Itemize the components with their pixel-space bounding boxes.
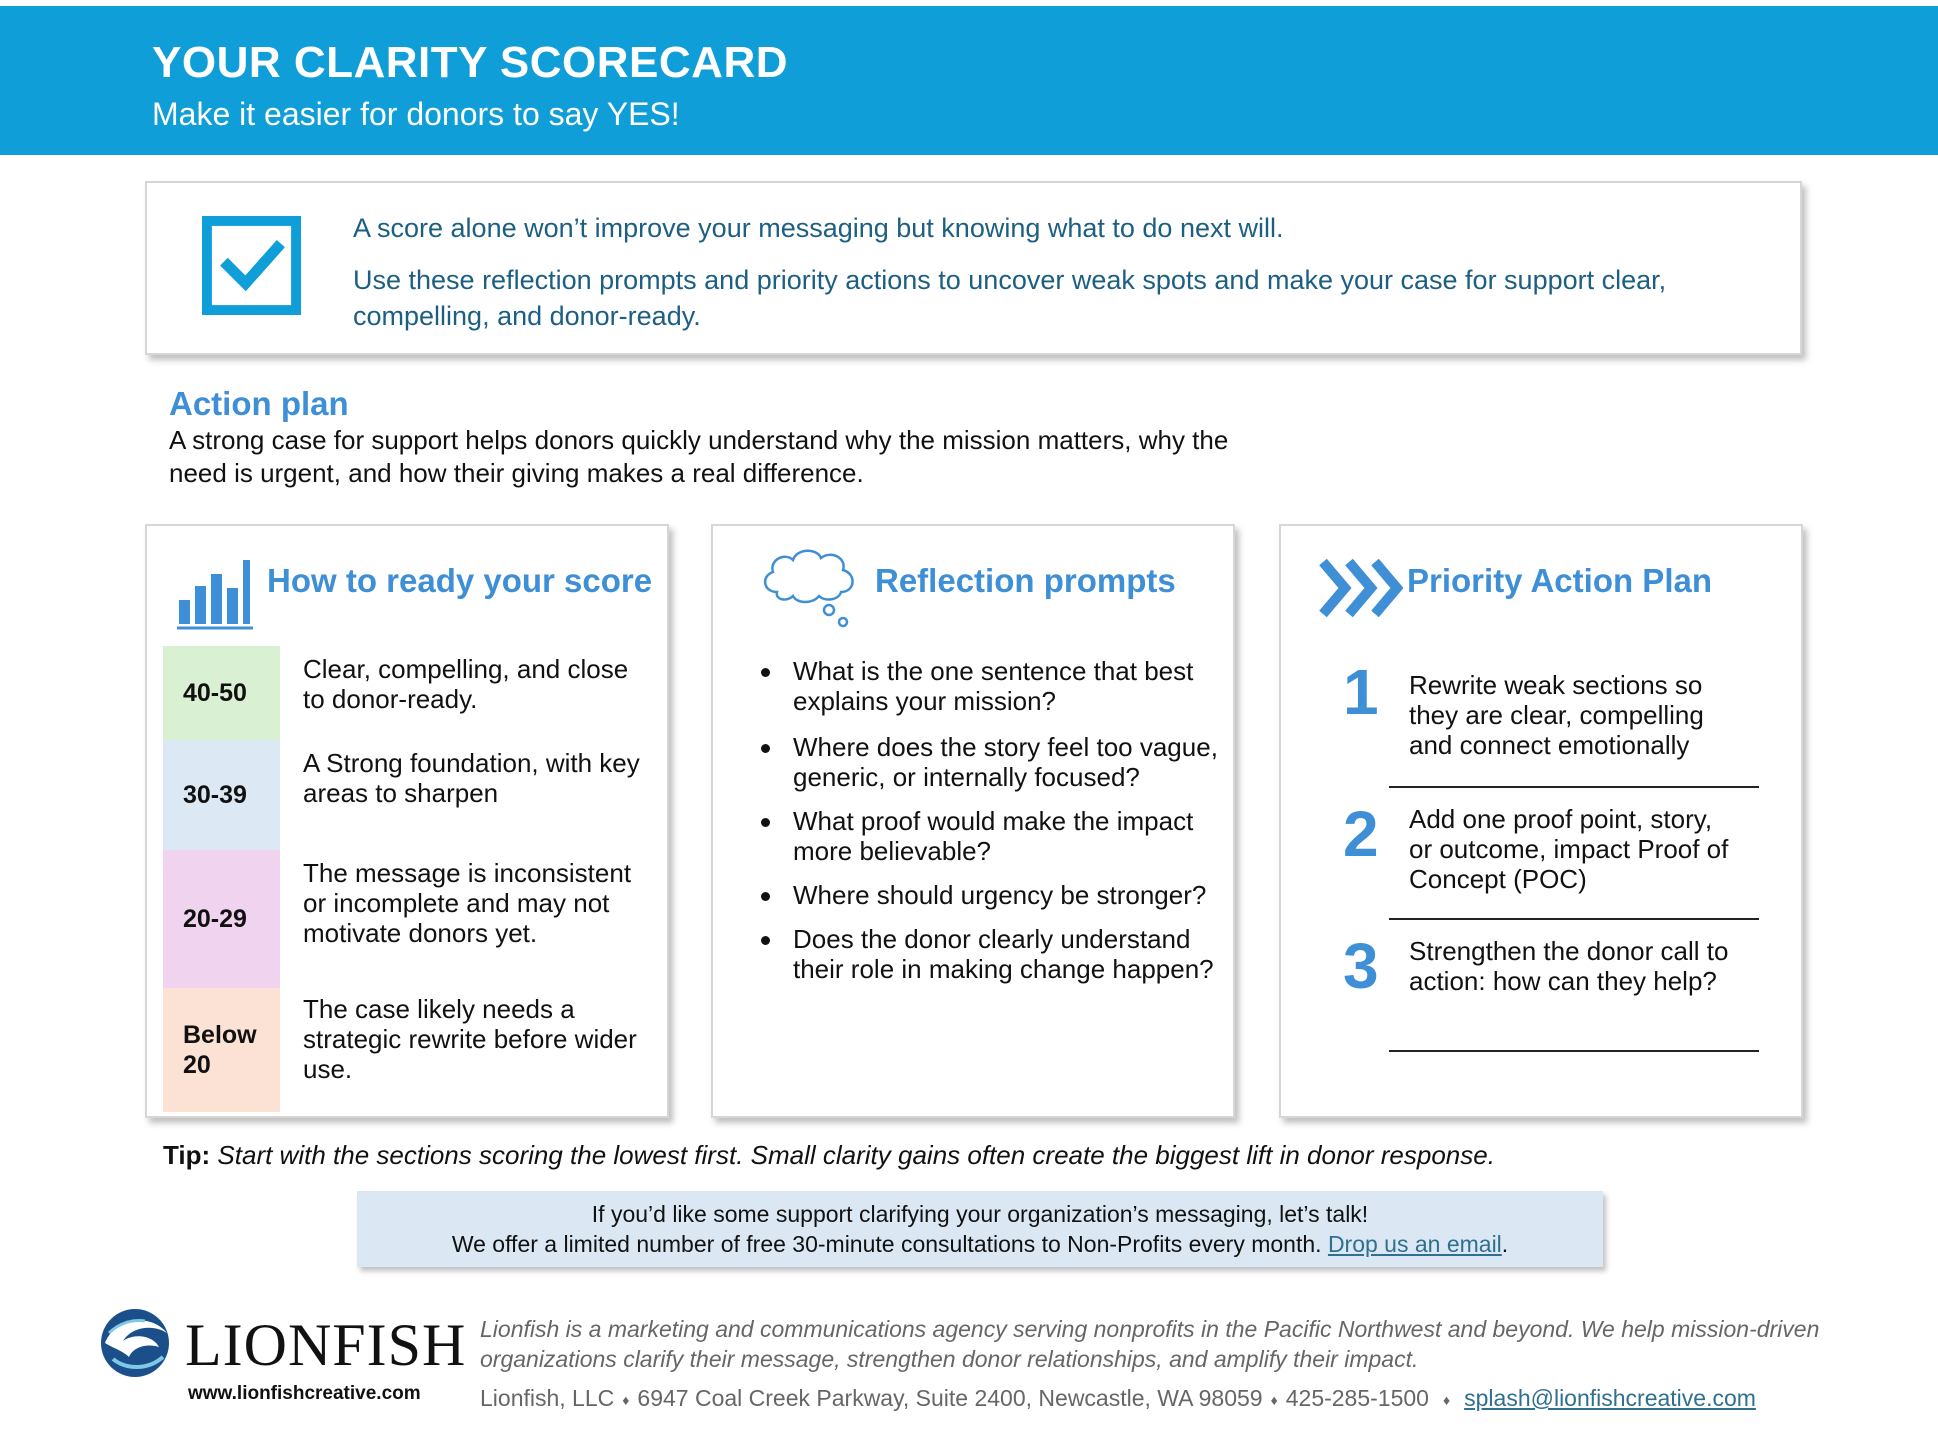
footer-about: Lionfish is a marketing and communications agency serving nonprofits in the Pacific Northwest and beyond. We help mission-driven organizations clarify their message, strengthen donor relationships, and amplify their impact. — [480, 1316, 1820, 1372]
tip-label: Tip: — [163, 1140, 211, 1170]
lionfish-logo — [93, 1303, 467, 1404]
checkbox-icon — [202, 216, 301, 315]
list-item: What is the one sentence that best explains your mission? — [759, 656, 1219, 716]
score-range: 20-29 — [163, 850, 280, 988]
reflection-panel-title: Reflection prompts — [875, 562, 1176, 599]
thought-cloud-icon — [759, 540, 859, 630]
diamond-separator-icon: ♦ — [1442, 1391, 1451, 1408]
footer-phone: 425-285-1500 — [1285, 1385, 1429, 1411]
reflection-list — [759, 656, 1219, 997]
score-row — [163, 740, 653, 850]
tip-body: Start with the sections scoring the lowest first. Small clarity gains often create the biggest lift in donor response. — [217, 1140, 1495, 1170]
score-description: The case likely needs a strategic rewrite before wider use. — [303, 994, 637, 1084]
chevrons-right-icon — [1319, 556, 1403, 620]
score-range: Below 20 — [163, 988, 280, 1112]
tip-text — [163, 1140, 1495, 1171]
logo-url: www.lionfishcreative.com — [188, 1383, 421, 1404]
score-panel — [145, 524, 669, 1118]
email-link[interactable]: Drop us an email — [1327, 1231, 1502, 1257]
logo-wordmark: LIONFISH — [185, 1312, 467, 1378]
score-description: Clear, compelling, and close to donor-ready. — [303, 654, 629, 714]
action-plan-text: A strong case for support helps donors quickly understand why the mission matters, why the need is urgent, and how their giving makes a real difference. — [169, 425, 1229, 488]
score-range: 30-39 — [163, 740, 280, 850]
footer-company: Lionfish, LLC — [480, 1385, 615, 1411]
action-plan-heading: Action plan — [169, 385, 349, 422]
list-item: Does the donor clearly understand their role in making change happen? — [759, 924, 1219, 984]
cta-period: . — [1501, 1231, 1509, 1257]
list-item: Where does the story feel too vague, generic, or internally focused? — [759, 732, 1219, 792]
priority-text: Add one proof point, story, or outcome, impact Proof of Concept (POC) — [1409, 804, 1729, 894]
footer-address: 6947 Coal Creek Parkway, Suite 2400, Newcastle, WA 98059 — [637, 1385, 1263, 1411]
diamond-separator-icon: ♦ — [1270, 1391, 1278, 1408]
score-row — [163, 646, 653, 740]
priority-panel-title: Priority Action Plan — [1407, 562, 1712, 599]
list-item: Where should urgency be stronger? — [759, 880, 1219, 910]
cta-line-1: If you’d like some support clarifying your organization’s messaging, let’s talk! — [591, 1201, 1369, 1227]
priority-text: Strengthen the donor call to action: how can they help? — [1409, 936, 1729, 996]
footer-email-link[interactable]: splash@lionfishcreative.com — [1464, 1385, 1756, 1411]
score-row — [163, 850, 653, 988]
page-title: YOUR CLARITY SCORECARD — [152, 38, 789, 87]
priority-number: 2 — [1343, 798, 1379, 870]
priority-item — [1343, 656, 1759, 788]
list-item: What proof would make the impact more believable? — [759, 806, 1219, 866]
header-banner — [0, 6, 1938, 155]
priority-number: 1 — [1343, 656, 1379, 728]
priority-number: 3 — [1343, 930, 1379, 1002]
intro-card — [145, 181, 1802, 355]
cta-line-2: We offer a limited number of free 30-minute consultations to Non-Profits every month. — [451, 1231, 1322, 1257]
intro-line-1: A score alone won’t improve your messaging but knowing what to do next will. — [353, 213, 1284, 243]
footer-contact — [480, 1385, 1756, 1412]
score-description: The message is inconsistent or incomplete and may not motivate donors yet. — [303, 858, 632, 948]
score-row — [163, 988, 653, 1112]
bar-chart-icon — [175, 552, 255, 632]
priority-panel — [1279, 524, 1803, 1118]
intro-line-2: Use these reflection prompts and priority actions to uncover weak spots and make your case for support clear, compelling, and donor-ready. — [353, 265, 1667, 331]
priority-item — [1343, 920, 1759, 1052]
page-subtitle: Make it easier for donors to say YES! — [152, 96, 680, 132]
reflection-panel — [711, 524, 1235, 1118]
diamond-separator-icon: ♦ — [622, 1391, 630, 1408]
priority-item — [1343, 788, 1759, 920]
score-range: 40-50 — [163, 646, 280, 740]
score-description: A Strong foundation, with key areas to sharpen — [303, 748, 640, 808]
cta-box — [357, 1191, 1603, 1267]
score-panel-title: How to ready your score — [267, 562, 653, 599]
priority-text: Rewrite weak sections so they are clear, compelling and connect emotionally — [1409, 670, 1704, 760]
lionfish-wave-icon — [93, 1303, 179, 1383]
cta-line-2-wrapper — [357, 1229, 1603, 1259]
